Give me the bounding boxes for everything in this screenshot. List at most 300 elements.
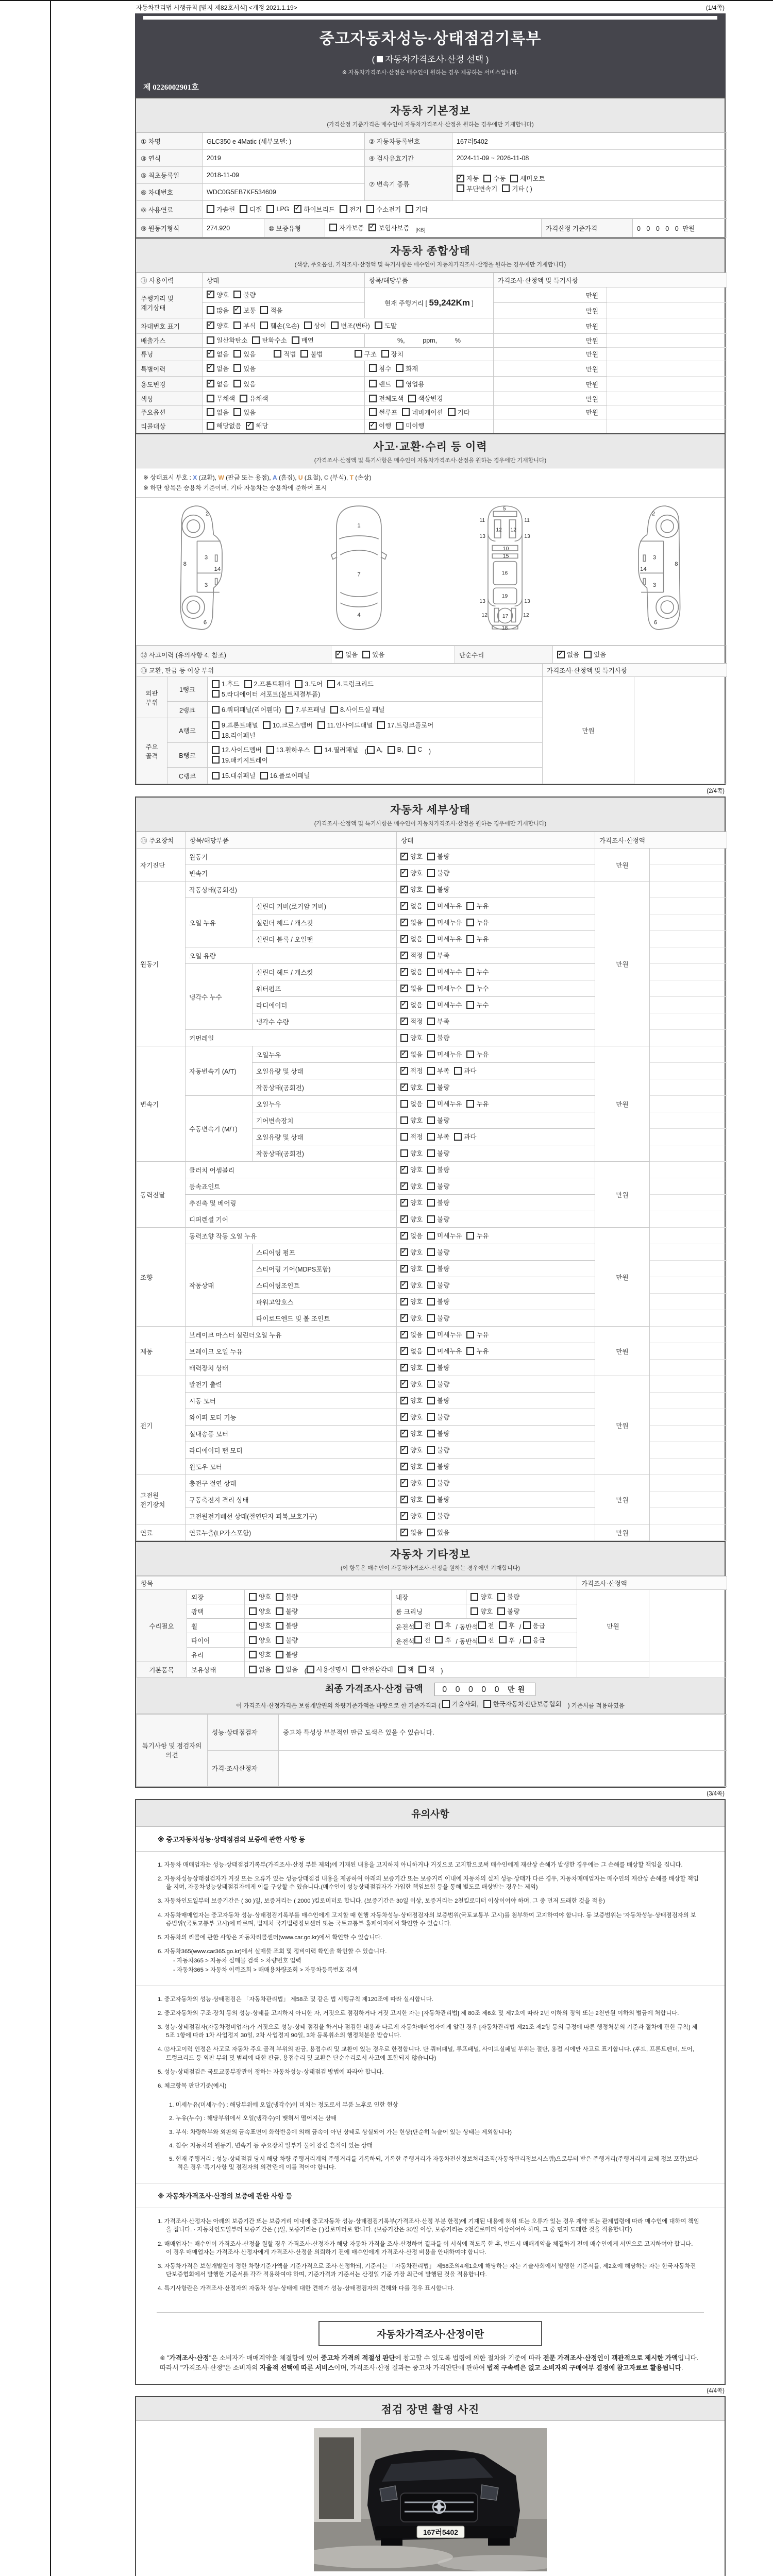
checkbox-icon[interactable] <box>466 1050 474 1058</box>
checkbox-option[interactable] <box>418 1665 434 1674</box>
checkbox-option[interactable] <box>427 1082 449 1092</box>
checkbox-icon[interactable] <box>448 408 456 416</box>
checkbox-checked-icon[interactable] <box>207 350 214 358</box>
checkbox-checked-icon[interactable] <box>400 869 408 877</box>
checkbox-icon[interactable] <box>427 1232 435 1240</box>
checkbox-icon[interactable] <box>362 651 370 658</box>
checkbox-option[interactable] <box>427 1280 449 1290</box>
checkbox-checked-icon[interactable] <box>400 1182 408 1190</box>
checkbox-icon[interactable] <box>427 1397 435 1404</box>
checkbox-option[interactable] <box>400 901 423 910</box>
checkbox-icon[interactable] <box>427 1116 435 1124</box>
checkbox-icon[interactable] <box>466 1347 474 1355</box>
checkbox-option[interactable] <box>427 1181 449 1191</box>
checkbox-icon[interactable] <box>483 175 491 182</box>
checkbox-option[interactable] <box>497 1606 519 1616</box>
checkbox-option[interactable] <box>352 1665 393 1674</box>
checkbox-option[interactable] <box>457 184 497 193</box>
checkbox-checked-icon[interactable] <box>294 205 301 213</box>
checkbox-icon[interactable] <box>427 1050 435 1058</box>
checkbox-icon[interactable] <box>244 680 252 688</box>
checkbox-icon[interactable] <box>300 350 308 358</box>
checkbox-icon[interactable] <box>260 321 268 329</box>
checkbox-icon[interactable] <box>400 1149 408 1157</box>
checkbox-option[interactable] <box>414 1621 430 1630</box>
checkbox-option[interactable] <box>466 1000 489 1009</box>
checkbox-checked-icon[interactable] <box>400 1463 408 1470</box>
checkbox-option[interactable] <box>212 720 258 730</box>
checkbox-option[interactable] <box>427 1231 462 1240</box>
checkbox-option[interactable] <box>377 720 433 730</box>
checkbox-option[interactable] <box>398 1665 414 1674</box>
checkbox-checked-icon[interactable] <box>400 1050 408 1058</box>
checkbox-option[interactable] <box>317 720 373 730</box>
checkbox-option[interactable] <box>470 1592 493 1601</box>
checkbox-option[interactable] <box>369 408 397 417</box>
checkbox-checked-icon[interactable] <box>207 380 214 387</box>
checkbox-option[interactable] <box>266 745 310 754</box>
checkbox-icon[interactable] <box>317 721 325 729</box>
checkbox-option[interactable] <box>207 290 229 299</box>
checkbox-option[interactable] <box>276 1650 298 1659</box>
checkbox-icon[interactable] <box>400 1100 408 1108</box>
checkbox-checked-icon[interactable] <box>400 1248 408 1256</box>
checkbox-option[interactable] <box>400 1214 423 1224</box>
checkbox-icon[interactable] <box>427 985 435 992</box>
checkbox-option[interactable] <box>400 885 423 894</box>
checkbox-option[interactable] <box>400 1412 423 1421</box>
checkbox-option[interactable] <box>400 1066 423 1075</box>
checkbox-option[interactable] <box>388 746 404 754</box>
checkbox-checked-icon[interactable] <box>400 853 408 860</box>
checkbox-icon[interactable] <box>396 380 404 387</box>
checkbox-option[interactable] <box>263 720 313 730</box>
checkbox-option[interactable] <box>276 1665 298 1674</box>
checkbox-icon[interactable] <box>427 1182 435 1190</box>
checkbox-icon[interactable] <box>367 746 375 754</box>
checkbox-option[interactable] <box>466 934 489 943</box>
checkbox-option[interactable] <box>249 1650 271 1659</box>
checkbox-option[interactable] <box>368 223 409 232</box>
checkbox-option[interactable] <box>233 306 256 315</box>
checkbox-option[interactable] <box>427 901 462 910</box>
checkbox-icon[interactable] <box>427 1413 435 1421</box>
checkbox-checked-icon[interactable] <box>207 291 214 298</box>
checkbox-icon[interactable] <box>427 1529 435 1536</box>
checkbox-option[interactable] <box>497 1592 519 1601</box>
checkbox-icon[interactable] <box>276 1622 283 1630</box>
checkbox-option[interactable] <box>400 934 423 943</box>
checkbox-option[interactable] <box>294 205 334 214</box>
checkbox-checked-icon[interactable] <box>400 886 408 893</box>
checkbox-icon[interactable] <box>388 746 395 754</box>
checkbox-icon[interactable] <box>499 1636 507 1643</box>
checkbox-option[interactable] <box>523 1635 545 1645</box>
checkbox-icon[interactable] <box>478 1621 486 1629</box>
checkbox-option[interactable] <box>466 901 489 910</box>
checkbox-checked-icon[interactable] <box>557 651 565 658</box>
checkbox-option[interactable] <box>454 1066 476 1075</box>
checkbox-icon[interactable] <box>381 350 389 358</box>
checkbox-icon[interactable] <box>233 350 241 358</box>
checkbox-icon[interactable] <box>427 952 435 959</box>
checkbox-icon[interactable] <box>252 336 260 344</box>
checkbox-icon[interactable] <box>369 395 377 402</box>
checkbox-option[interactable] <box>400 984 423 993</box>
checkbox-icon[interactable] <box>285 706 293 714</box>
checkbox-option[interactable] <box>400 1099 423 1108</box>
checkbox-icon[interactable] <box>466 1232 474 1240</box>
checkbox-option[interactable] <box>427 1412 449 1421</box>
checkbox-option[interactable] <box>466 984 489 993</box>
checkbox-icon[interactable] <box>212 690 220 698</box>
checkbox-icon[interactable] <box>466 935 474 943</box>
checkbox-icon[interactable] <box>400 1034 408 1042</box>
checkbox-icon[interactable] <box>497 1593 505 1601</box>
checkbox-icon[interactable] <box>329 224 337 231</box>
checkbox-option[interactable] <box>400 1528 423 1537</box>
checkbox-option[interactable] <box>240 394 268 403</box>
checkbox-option[interactable] <box>427 1264 449 1273</box>
checkbox-icon[interactable] <box>466 919 474 926</box>
checkbox-icon[interactable] <box>466 968 474 976</box>
checkbox-checked-icon[interactable] <box>400 919 408 926</box>
checkbox-option[interactable] <box>276 1606 298 1616</box>
checkbox-checked-icon[interactable] <box>400 1413 408 1421</box>
checkbox-option[interactable] <box>362 650 384 659</box>
checkbox-option[interactable] <box>499 1621 515 1630</box>
checkbox-option[interactable] <box>249 1606 271 1616</box>
checkbox-option[interactable] <box>260 771 310 780</box>
checkbox-option[interactable] <box>400 1082 423 1092</box>
checkbox-checked-icon[interactable] <box>368 224 376 231</box>
checkbox-option[interactable] <box>207 394 235 403</box>
checkbox-icon[interactable] <box>427 1133 435 1141</box>
checkbox-icon[interactable] <box>366 205 374 213</box>
checkbox-option[interactable] <box>292 335 314 345</box>
checkbox-option[interactable] <box>207 379 229 388</box>
checkbox-option[interactable] <box>400 1049 423 1059</box>
checkbox-option[interactable] <box>207 321 229 330</box>
checkbox-option[interactable] <box>400 1115 423 1125</box>
checkbox-icon[interactable] <box>427 1331 435 1338</box>
checkbox-icon[interactable] <box>377 721 385 729</box>
checkbox-option[interactable] <box>427 1115 449 1125</box>
checkbox-icon[interactable] <box>207 395 214 402</box>
checkbox-icon[interactable] <box>314 746 322 754</box>
checkbox-option[interactable] <box>400 1280 423 1290</box>
checkbox-icon[interactable] <box>276 1636 283 1644</box>
checkbox-option[interactable] <box>207 421 241 430</box>
checkbox-option[interactable] <box>400 1033 423 1042</box>
checkbox-option[interactable] <box>427 1330 462 1339</box>
checkbox-checked-icon[interactable] <box>400 1446 408 1454</box>
checkbox-option[interactable] <box>340 205 362 214</box>
checkbox-option[interactable] <box>233 408 256 417</box>
checkbox-icon[interactable] <box>427 1067 435 1075</box>
checkbox-checked-icon[interactable] <box>400 1496 408 1503</box>
checkbox-option[interactable] <box>400 1297 423 1306</box>
checkbox-icon[interactable] <box>249 1607 257 1615</box>
checkbox-checked-icon[interactable] <box>400 1199 408 1207</box>
checkbox-option[interactable] <box>249 1665 271 1674</box>
checkbox-option[interactable] <box>300 349 323 359</box>
checkbox-option[interactable] <box>457 174 479 183</box>
checkbox-option[interactable] <box>454 1132 476 1141</box>
checkbox-icon[interactable] <box>435 1621 443 1629</box>
checkbox-option[interactable] <box>427 1462 449 1471</box>
checkbox-option[interactable] <box>260 321 299 330</box>
checkbox-option[interactable] <box>400 1132 423 1141</box>
checkbox-checked-icon[interactable] <box>400 985 408 992</box>
checkbox-icon[interactable] <box>212 756 220 764</box>
checkbox-icon[interactable] <box>249 1636 257 1644</box>
checkbox-icon[interactable] <box>212 731 220 739</box>
checkbox-icon[interactable] <box>249 1622 257 1630</box>
checkbox-icon[interactable] <box>212 680 220 688</box>
checkbox-checked-icon[interactable] <box>457 175 464 182</box>
checkbox-option[interactable] <box>427 951 449 960</box>
checkbox-icon[interactable] <box>427 1364 435 1371</box>
checkbox-option[interactable] <box>402 408 443 417</box>
checkbox-icon[interactable] <box>427 919 435 926</box>
checkbox-option[interactable] <box>233 379 256 388</box>
checkbox-option[interactable] <box>367 746 383 754</box>
checkbox-icon[interactable] <box>470 1593 478 1601</box>
checkbox-option[interactable] <box>427 1396 449 1405</box>
checkbox-option[interactable] <box>427 1511 449 1520</box>
checkbox-option[interactable] <box>260 306 282 315</box>
checkbox-option[interactable] <box>274 349 296 359</box>
checkbox-option[interactable] <box>207 306 229 315</box>
checkbox-option[interactable] <box>435 1621 451 1630</box>
checkbox-option[interactable] <box>427 868 449 877</box>
checkbox-icon[interactable] <box>466 1331 474 1338</box>
checkbox-icon[interactable] <box>263 721 271 729</box>
checkbox-icon[interactable] <box>406 205 413 213</box>
checkbox-icon[interactable] <box>233 364 241 372</box>
checkbox-icon[interactable] <box>207 306 214 314</box>
checkbox-icon[interactable] <box>427 1446 435 1454</box>
checkbox-icon[interactable] <box>260 306 268 314</box>
checkbox-icon[interactable] <box>427 1001 435 1009</box>
checkbox-checked-icon[interactable] <box>400 1018 408 1025</box>
checkbox-option[interactable] <box>400 1511 423 1520</box>
checkbox-checked-icon[interactable] <box>400 1215 408 1223</box>
checkbox-option[interactable] <box>233 290 256 299</box>
checkbox-checked-icon[interactable] <box>400 1529 408 1536</box>
checkbox-option[interactable] <box>400 1313 423 1323</box>
checkbox-option[interactable] <box>427 1132 449 1141</box>
checkbox-icon[interactable] <box>466 902 474 910</box>
checkbox-icon[interactable] <box>307 1666 314 1673</box>
checkbox-option[interactable] <box>400 1198 423 1207</box>
checkbox-checked-icon[interactable] <box>400 1331 408 1338</box>
checkbox-option[interactable] <box>466 918 489 927</box>
checkbox-option[interactable] <box>212 771 256 780</box>
checkbox-icon[interactable] <box>470 1607 478 1615</box>
checkbox-checked-icon[interactable] <box>400 902 408 910</box>
checkbox-option[interactable] <box>335 650 358 659</box>
checkbox-checked-icon[interactable] <box>207 364 214 372</box>
checkbox-icon[interactable] <box>427 902 435 910</box>
checkbox-icon[interactable] <box>276 1666 283 1673</box>
checkbox-option[interactable] <box>427 1033 449 1042</box>
checkbox-icon[interactable] <box>427 1314 435 1322</box>
checkbox-option[interactable] <box>400 1148 423 1158</box>
checkbox-option[interactable] <box>207 408 229 417</box>
checkbox-icon[interactable] <box>523 1621 531 1629</box>
checkbox-icon[interactable] <box>427 1265 435 1273</box>
checkbox-option[interactable] <box>252 335 287 345</box>
checkbox-option[interactable] <box>427 1346 462 1355</box>
checkbox-icon[interactable] <box>249 1666 257 1673</box>
checkbox-icon[interactable] <box>400 1133 408 1141</box>
checkbox-option[interactable] <box>427 984 462 993</box>
checkbox-icon[interactable] <box>427 853 435 860</box>
checkbox-icon[interactable] <box>276 1607 283 1615</box>
checkbox-option[interactable] <box>400 852 423 861</box>
checkbox-option[interactable] <box>499 1635 515 1645</box>
checkbox-icon[interactable] <box>396 364 404 372</box>
checkbox-icon[interactable] <box>427 968 435 976</box>
checkbox-icon[interactable] <box>295 680 303 688</box>
checkbox-icon[interactable] <box>207 205 214 213</box>
checkbox-option[interactable] <box>375 321 397 330</box>
checkbox-option[interactable] <box>427 1495 449 1504</box>
checkbox-option[interactable] <box>448 408 470 417</box>
checkbox-icon[interactable] <box>233 380 241 387</box>
checkbox-icon[interactable] <box>400 1116 408 1124</box>
checkbox-checked-icon[interactable] <box>400 1067 408 1075</box>
checkbox-option[interactable] <box>400 1181 423 1191</box>
checkbox-checked-icon[interactable] <box>400 1479 408 1487</box>
checkbox-option[interactable] <box>427 1429 449 1438</box>
checkbox-icon[interactable] <box>212 721 220 729</box>
checkbox-icon[interactable] <box>331 321 339 329</box>
checkbox-option[interactable] <box>427 1165 449 1174</box>
checkbox-icon[interactable] <box>427 1496 435 1503</box>
checkbox-option[interactable] <box>466 1099 489 1108</box>
checkbox-checked-icon[interactable] <box>400 935 408 943</box>
checkbox-icon[interactable] <box>466 1100 474 1108</box>
checkbox-option[interactable] <box>483 1699 562 1708</box>
checkbox-option[interactable] <box>355 349 377 359</box>
checkbox-icon[interactable] <box>327 680 335 688</box>
checkbox-icon[interactable] <box>427 886 435 893</box>
checkbox-option[interactable] <box>400 918 423 927</box>
checkbox-option[interactable] <box>369 364 391 373</box>
checkbox-icon[interactable] <box>427 1347 435 1355</box>
checkbox-option[interactable] <box>327 679 374 688</box>
checkbox-option[interactable] <box>212 755 268 765</box>
checkbox-option[interactable] <box>207 335 247 345</box>
checkbox-option[interactable] <box>314 745 358 754</box>
checkbox-option[interactable] <box>400 1247 423 1257</box>
checkbox-icon[interactable] <box>249 1593 257 1601</box>
checkbox-icon[interactable] <box>414 1636 422 1643</box>
checkbox-option[interactable] <box>331 321 370 330</box>
checkbox-option[interactable] <box>212 679 240 688</box>
checkbox-icon[interactable] <box>408 746 415 754</box>
checkbox-icon[interactable] <box>240 205 247 213</box>
checkbox-option[interactable] <box>427 1247 449 1257</box>
checkbox-checked-icon[interactable] <box>233 306 241 314</box>
checkbox-option[interactable] <box>435 1635 451 1645</box>
checkbox-option[interactable] <box>427 1214 449 1224</box>
checkbox-icon[interactable] <box>408 395 416 402</box>
checkbox-icon[interactable] <box>427 1215 435 1223</box>
checkbox-icon[interactable] <box>369 380 377 387</box>
checkbox-option[interactable] <box>400 1379 423 1388</box>
checkbox-icon[interactable] <box>276 1593 283 1601</box>
checkbox-option[interactable] <box>329 223 364 232</box>
checkbox-checked-icon[interactable] <box>207 321 214 329</box>
checkbox-icon[interactable] <box>212 772 220 779</box>
checkbox-checked-icon[interactable] <box>400 1166 408 1174</box>
checkbox-option[interactable] <box>400 1478 423 1487</box>
checkbox-icon[interactable] <box>499 1621 507 1629</box>
checkbox-icon[interactable] <box>240 395 247 402</box>
checkbox-checked-icon[interactable] <box>400 1347 408 1355</box>
checkbox-option[interactable] <box>427 1066 449 1075</box>
checkbox-checked-icon[interactable] <box>400 1298 408 1306</box>
checkbox-option[interactable] <box>285 705 326 714</box>
checkbox-option[interactable] <box>369 421 391 430</box>
checkbox-option[interactable] <box>244 679 291 688</box>
checkbox-icon[interactable] <box>330 706 338 714</box>
checkbox-option[interactable] <box>427 1528 449 1537</box>
checkbox-icon[interactable] <box>340 205 347 213</box>
checkbox-icon[interactable] <box>352 1666 360 1673</box>
checkbox-checked-icon[interactable] <box>400 1364 408 1371</box>
checkbox-option[interactable] <box>400 1231 423 1240</box>
checkbox-icon[interactable] <box>292 336 299 344</box>
checkbox-option[interactable] <box>427 885 449 894</box>
checkbox-icon[interactable] <box>454 1067 462 1075</box>
checkbox-icon[interactable] <box>212 746 220 754</box>
checkbox-option[interactable] <box>427 918 462 927</box>
checkbox-icon[interactable] <box>233 408 241 416</box>
checkbox-option[interactable] <box>414 1635 430 1645</box>
checkbox-icon[interactable] <box>483 1700 491 1708</box>
checkbox-icon[interactable] <box>427 1430 435 1437</box>
checkbox-checked-icon[interactable] <box>400 1430 408 1437</box>
checkbox-option[interactable] <box>246 421 268 430</box>
checkbox-option[interactable] <box>295 679 323 688</box>
checkbox-option[interactable] <box>427 1000 462 1009</box>
checkbox-option[interactable] <box>212 745 262 754</box>
checkbox-option[interactable] <box>304 321 326 330</box>
checkbox-option[interactable] <box>427 1099 462 1108</box>
checkbox-option[interactable] <box>408 394 443 403</box>
checkbox-option[interactable] <box>483 174 506 183</box>
checkbox-option[interactable] <box>400 1495 423 1504</box>
checkbox-option[interactable] <box>276 1592 298 1601</box>
checkbox-option[interactable] <box>470 1606 493 1616</box>
checkbox-icon[interactable] <box>414 1621 422 1629</box>
checkbox-option[interactable] <box>466 1346 489 1355</box>
checkbox-option[interactable] <box>400 868 423 877</box>
checkbox-option[interactable] <box>427 1445 449 1454</box>
checkbox-option[interactable] <box>427 1198 449 1207</box>
checkbox-option[interactable] <box>233 321 256 330</box>
checkbox-icon[interactable] <box>523 1636 531 1643</box>
checkbox-checked-icon[interactable] <box>400 1380 408 1388</box>
checkbox-option[interactable] <box>233 349 256 359</box>
checkbox-option[interactable] <box>466 967 489 976</box>
checkbox-option[interactable] <box>400 1165 423 1174</box>
